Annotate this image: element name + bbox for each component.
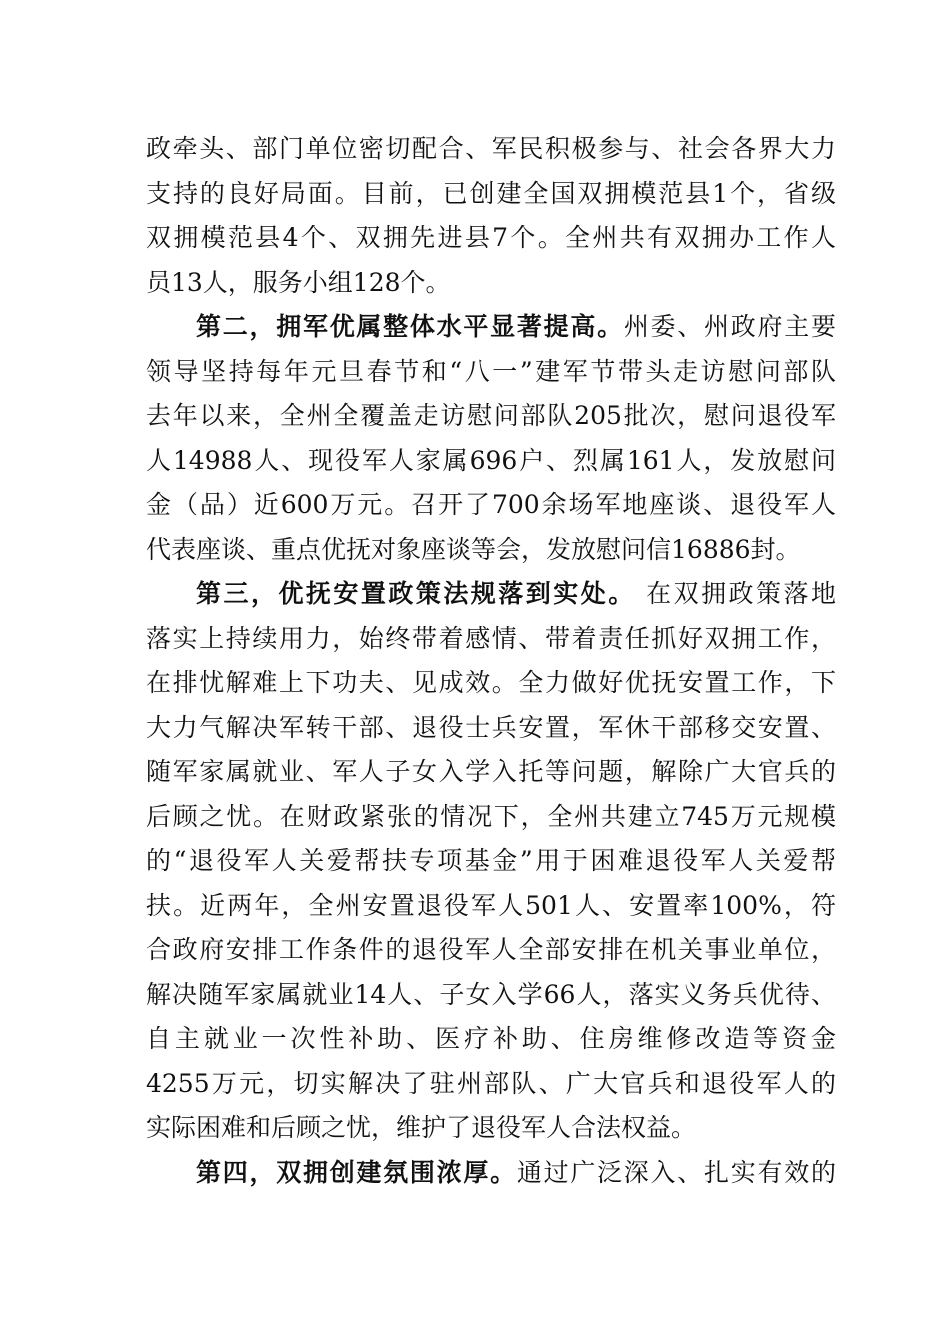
text-run: 代表座谈、重点优抚对象座谈等会，发放慰问信16886封。 xyxy=(146,534,801,564)
text-line xyxy=(146,1151,836,1196)
text-run: 州委、州政府主要 xyxy=(623,312,836,341)
text-run: 合政府安排工作条件的退役军人全部安排在机关事业单位， xyxy=(146,935,836,964)
text-run: 随军家属就业、军人子女入学入托等问题，解除广大官兵的 xyxy=(146,757,836,786)
text-line xyxy=(146,261,836,306)
text-line xyxy=(146,528,836,573)
text-run: 4255万元，切实解决了驻州部队、广大官兵和退役军人的 xyxy=(146,1068,836,1098)
document-body xyxy=(146,127,836,1195)
text-run: 人14988人、现役军人家属696户、烈属161人，发放慰问 xyxy=(146,445,836,475)
text-line xyxy=(146,928,836,973)
text-run: 扶。近两年，全州安置退役军人501人、安置率100%，符 xyxy=(146,890,836,920)
text-run: 实际困难和后顾之忧，维护了退役军人合法权益。 xyxy=(146,1113,697,1142)
text-run: 双拥模范县4个、双拥先进县7个。全州共有双拥办工作人 xyxy=(146,223,836,252)
paragraph-fourth xyxy=(146,1151,836,1196)
paragraph-heading: 第三，优抚安置政策法规落到实处。 xyxy=(196,579,636,608)
text-line xyxy=(146,1062,836,1107)
text-line xyxy=(146,572,836,617)
text-line xyxy=(146,750,836,795)
text-run: 自主就业一次性补助、医疗补助、住房维修改造等资金 xyxy=(146,1024,836,1053)
paragraph-second xyxy=(146,305,836,572)
text-run: 在排忧解难上下功夫、见成效。全力做好优抚安置工作，下 xyxy=(146,668,836,697)
text-line xyxy=(146,706,836,751)
paragraph-third xyxy=(146,572,836,1151)
text-line xyxy=(146,795,836,840)
text-line xyxy=(146,305,836,350)
text-line xyxy=(146,216,836,261)
text-run: 在双拥政策落地 xyxy=(635,579,836,608)
text-line xyxy=(146,350,836,395)
text-line xyxy=(146,127,836,172)
text-run: 落实上持续用力，始终带着感情、带着责任抓好双拥工作， xyxy=(146,623,836,653)
paragraph-continuation xyxy=(146,127,836,305)
text-run: 支持的良好局面。目前，已创建全国双拥模范县1个，省级 xyxy=(146,178,836,208)
text-run: 去年以来，全州全覆盖走访慰问部队205批次，慰问退役军 xyxy=(146,401,836,430)
text-run: 金（品）近600万元。召开了700余场军地座谈、退役军人 xyxy=(146,490,836,519)
text-run: 政牵头、部门单位密切配合、军民积极参与、社会各界大力 xyxy=(146,134,836,163)
text-line xyxy=(146,617,836,662)
text-run: 后顾之忧。在财政紧张的情况下，全州共建立745万元规模 xyxy=(146,801,836,831)
text-line xyxy=(146,661,836,706)
text-run: 员13人，服务小组128个。 xyxy=(146,267,451,297)
text-run: 的“退役军人关爱帮扶专项基金”用于困难退役军人关爱帮 xyxy=(146,846,836,875)
text-run: 解决随军家属就业14人、子女入学66人，落实义务兵优待、 xyxy=(146,979,836,1009)
text-run: 通过广泛深入、扎实有效的 xyxy=(516,1157,836,1187)
text-run: 领导坚持每年元旦春节和“八一”建军节带头走访慰问部队 xyxy=(146,356,836,386)
text-run: 大力气解决军转干部、退役士兵安置，军休干部移交安置、 xyxy=(146,712,836,742)
paragraph-heading: 第二，拥军优属整体水平显著提高。 xyxy=(196,312,624,341)
text-line xyxy=(146,839,836,884)
text-line xyxy=(146,394,836,439)
text-line xyxy=(146,483,836,528)
text-line xyxy=(146,1106,836,1151)
text-line xyxy=(146,884,836,929)
text-line xyxy=(146,973,836,1018)
text-line xyxy=(146,1017,836,1062)
paragraph-heading: 第四，双拥创建氛围浓厚。 xyxy=(196,1157,517,1187)
text-line xyxy=(146,439,836,484)
text-line xyxy=(146,172,836,217)
